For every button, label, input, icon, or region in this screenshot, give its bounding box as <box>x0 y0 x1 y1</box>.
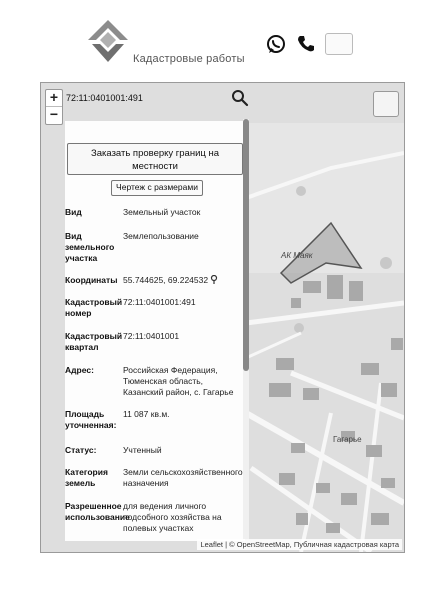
layers-button[interactable] <box>373 91 399 117</box>
attr-label: Вид <box>65 207 82 217</box>
zoom-control <box>45 89 63 125</box>
attr-value: 11 087 кв.м. <box>123 409 170 419</box>
map-label-ak-mayak: АК Маяк <box>281 251 313 260</box>
company-logo-icon <box>86 18 130 64</box>
header-action-box[interactable] <box>325 33 353 55</box>
attr-label: Координаты <box>65 275 118 285</box>
attr-label: Вид земельного участка <box>65 231 115 263</box>
attr-label: Кадастровый номер <box>65 297 123 318</box>
attr-label: Кадастровый квартал <box>65 331 123 352</box>
drawing-with-dimensions-button[interactable]: Чертеж с размерами <box>111 180 203 196</box>
attr-value: Учтенный <box>123 445 162 455</box>
attr-value: 72:11:0401001:491 <box>123 297 196 307</box>
attr-value: для ведения личного подсобного хозяйства на полевых участках <box>123 501 222 533</box>
attr-label: Площадь уточненная: <box>65 409 117 430</box>
attr-label: Статус: <box>65 445 97 455</box>
map-label-gagarie: Гагарье <box>333 435 362 444</box>
attr-value: Землепользование <box>123 231 199 241</box>
map-attribution: Leaflet | © OpenStreetMap, Публичная кадастровая карта <box>197 539 402 550</box>
attr-label: Адрес: <box>65 365 94 375</box>
map-viewport[interactable] <box>40 82 405 553</box>
zoom-in-button[interactable]: + <box>46 90 62 107</box>
panel-scrollbar-thumb[interactable] <box>243 119 249 371</box>
attr-value: 72:11:0401001 <box>123 331 180 341</box>
attr-value: Российская Федерация, Тюменская область, Казанский район, с. Гагарье <box>123 365 234 397</box>
attr-value: Земельный участок <box>123 207 201 217</box>
coordinates-value: 55.744625, 69.224532 <box>123 275 209 285</box>
search-icon[interactable] <box>231 89 249 107</box>
whatsapp-icon[interactable] <box>266 34 286 54</box>
brand-name: Кадастровые работы <box>133 53 245 65</box>
attr-value <box>123 275 245 286</box>
phone-icon[interactable] <box>296 34 316 54</box>
cadastral-number-readout: 72:11:0401001:491 <box>66 93 143 103</box>
attr-label: Категория земель <box>65 467 108 488</box>
zoom-out-button[interactable]: − <box>49 106 59 122</box>
attr-label: Разрешенное использование <box>65 501 130 522</box>
order-boundary-check-button[interactable]: Заказать проверку границ на местности <box>67 143 243 175</box>
map-pin-icon[interactable] <box>210 275 218 284</box>
attr-value: Земли сельскохозяйственного назначения <box>123 467 243 488</box>
site-header <box>0 0 436 80</box>
